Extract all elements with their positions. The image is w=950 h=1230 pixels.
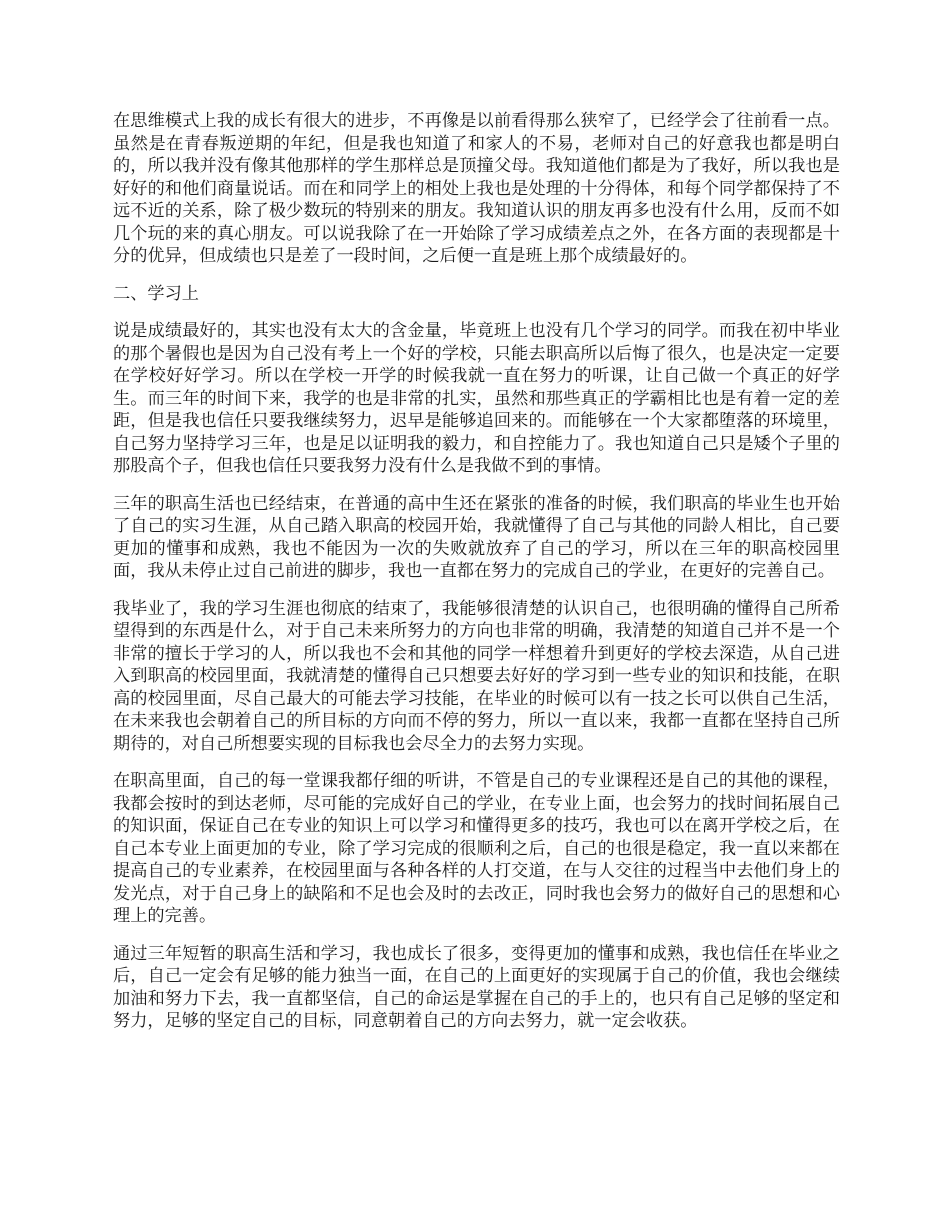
paragraph-conclusion: 通过三年短暂的职高生活和学习，我也成长了很多，变得更加的懂事和成熟，我也信任在毕业之后，自己一定会有足够的能力独当一面，在自己的上面更好的实现属于自己的价值，我也会继续加油和努力下去，我一直都坚信，自己的命运是掌握在自己的手上的，也只有自己足够的坚定和努力，足够的坚定自己的目标，同意朝着自己的方向去努力，就一定会收获。 [113, 943, 840, 1031]
paragraph-graduation: 我毕业了，我的学习生涯也彻底的结束了，我能够很清楚的认识自己，也很明确的懂得自己所希望得到的东西是什么，对于自己未来所努力的方向也非常的明确，我清楚的知道自己并不是一个非常的擅长于学习的人，所以我也不会和其他的同学一样想着升到更好的学校去深造，从自己进入到职高的校园里面，我就清楚的懂得自己只想要去好好的学习到一些专业的知识和技能，在职高的校园里面，尽自己最大的可能去学习技能，在毕业的时候可以有一技之长可以供自己生活，在未来我也会朝着自己的所目标的方向而不停的努力，所以一直以来，我都一直都在坚持自己所期待的，对自己所想要实现的目标我也会尽全力的去努力实现。 [113, 598, 840, 754]
paragraph-classes: 在职高里面，自己的每一堂课我都仔细的听讲，不管是自己的专业课程还是自己的其他的课程，我都会按时的到达老师，尽可能的完成好自己的学业，在专业上面，也会努力的找时间拓展自己的知识面，保证自己在专业的知识上可以学习和懂得更多的技巧，我也可以在离开学校之后，在自己本专业上面更加的专业，除了学习完成的很顺利之后，自己的也很是稳定，我一直以来都在提高自己的专业素养，在校园里面与各种各样的人打交道，在与人交往的过程当中去他们身上的发光点，对于自己身上的缺陷和不足也会及时的去改正，同时我也会努力的做好自己的思想和心理上的完善。 [113, 771, 840, 926]
section-heading-study: 二、学习上 [113, 283, 199, 304]
paragraph-growth: 在思维模式上我的成长有很大的进步，不再像是以前看得那么狭窄了，已经学会了往前看一点。虽然是在青春叛逆期的年纪，但是我也知道了和家人的不易，老师对自己的好意我也都是明白的，所以我并没有像其他那样的学生那样总是顶撞父母。我知道他们都是为了我好，所以我也是好好的和他们商量说话。而在和同学上的相处上我也是处理的十分得体，和每个同学都保持了不远不近的关系，除了极少数玩的特别来的朋友。我知道认识的朋友再多也没有什么用，反而不如几个玩的来的真心朋友。可以说我除了在一开始除了学习成绩差点之外，在各方面的表现都是十分的优异，但成绩也只是差了一段时间，之后便一直是班上那个成绩最好的。 [113, 111, 840, 266]
paragraph-grades: 说是成绩最好的，其实也没有太大的含金量，毕竟班上也没有几个学习的同学。而我在初中毕业的那个暑假也是因为自己没有考上一个好的学校，只能去职高所以后悔了很久，也是决定一定要在学校好好学习。所以在学校一开学的时候我就一直在努力的听课，让自己做一个真正的好学生。而三年的时间下来，我学的也是非常的扎实，虽然和那些真正的学霸相比也是有着一定的差距，但是我也信任只要我继续努力，迟早是能够追回来的。而能够在一个大家都堕落的环境里，自己努力坚持学习三年，也是足以证明我的毅力，和自控能力了。我也知道自己只是矮个子里的那股高个子，但我也信任只要我努力没有什么是我做不到的事情。 [113, 321, 840, 476]
document-body [113, 110, 840, 1048]
paragraph-vocational-life: 三年的职高生活也已经结束，在普通的高中生还在紧张的准备的时候，我们职高的毕业生也开始了自己的实习生涯，从自己踏入职高的校园开始，我就懂得了自己与其他的同龄人相比，自己要更加的懂事和成熟，我也不能因为一次的失败就放弃了自己的学习，所以在三年的职高校园里面，我从未停止过自己前进的脚步，我也一直都在努力的完成自己的学业，在更好的完善自己。 [113, 493, 840, 581]
